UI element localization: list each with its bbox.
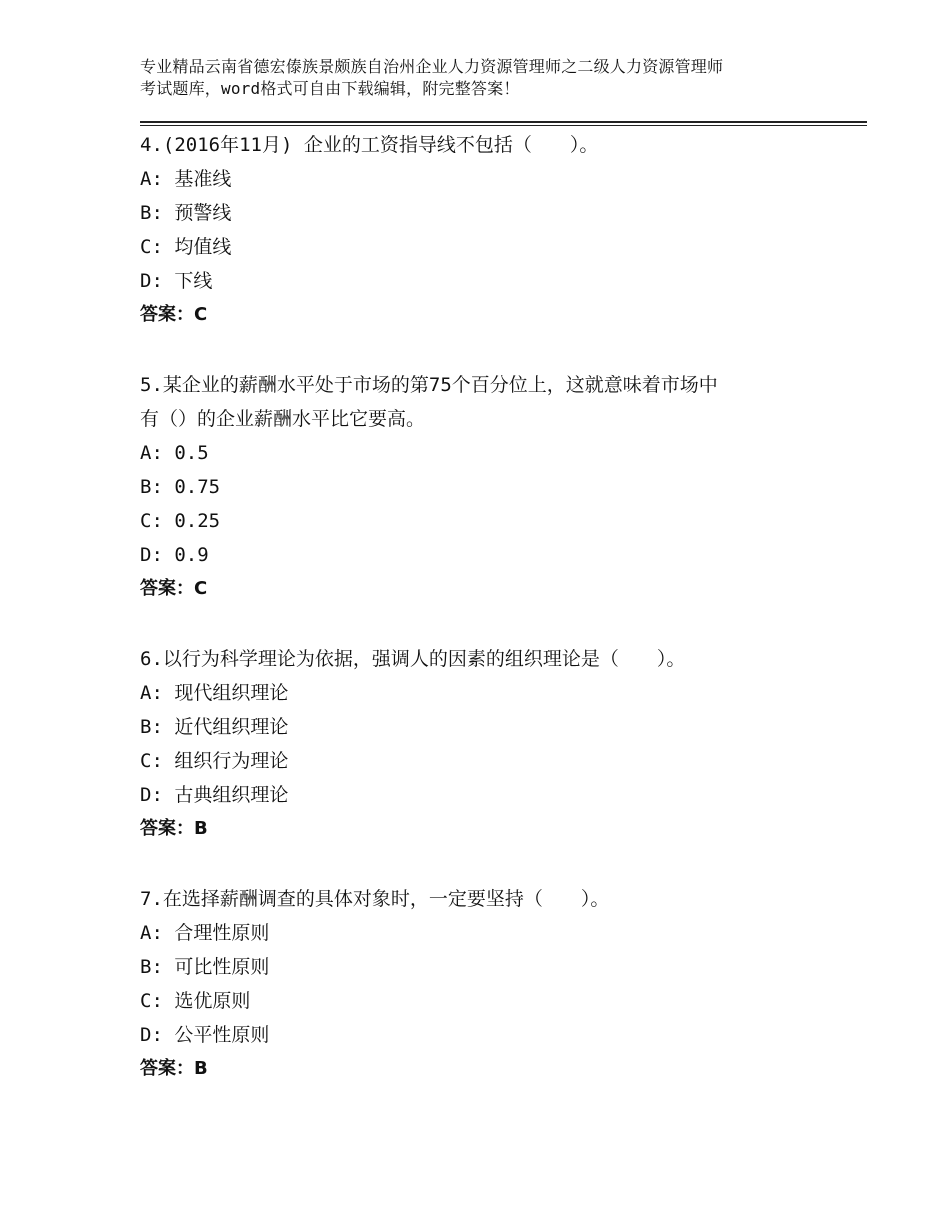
question-7 (140, 882, 840, 1086)
question-4 (140, 128, 840, 332)
answer: 答案：B (140, 818, 208, 839)
question-6 (140, 642, 840, 846)
option-a: A: 现代组织理论 (140, 682, 289, 704)
option-b: B: 预警线 (140, 202, 232, 224)
answer: 答案：C (140, 304, 208, 325)
option-c: C: 均值线 (140, 236, 232, 258)
option-d: D: 古典组织理论 (140, 784, 289, 806)
header-rule-thin (140, 125, 867, 126)
question-5 (140, 368, 840, 606)
option-c: C: 选优原则 (140, 990, 251, 1012)
question-text: 7.在选择薪酬调查的具体对象时，一定要坚持（ ）。 (140, 888, 610, 910)
option-a: A: 基准线 (140, 168, 232, 190)
answer: 答案：C (140, 578, 208, 599)
option-a: A: 合理性原则 (140, 922, 270, 944)
answer: 答案：B (140, 1058, 208, 1079)
header-rule-thick (140, 121, 867, 123)
option-b: B: 0.75 (140, 476, 221, 498)
option-d: D: 下线 (140, 270, 213, 292)
option-b: B: 近代组织理论 (140, 716, 289, 738)
option-c: C: 0.25 (140, 510, 221, 532)
option-a: A: 0.5 (140, 442, 209, 464)
option-b: B: 可比性原则 (140, 956, 270, 978)
option-d: D: 公平性原则 (140, 1024, 270, 1046)
question-text: 4.(2016年11月) 企业的工资指导线不包括（ ）。 (140, 134, 599, 156)
question-text-line-2: 有（）的企业薪酬水平比它要高。 (140, 408, 426, 430)
question-text: 6.以行为科学理论为依据，强调人的因素的组织理论是（ ）。 (140, 648, 686, 670)
question-list (140, 128, 840, 1122)
option-c: C: 组织行为理论 (140, 750, 289, 772)
option-d: D: 0.9 (140, 544, 209, 566)
header-line-1: 专业精品云南省德宏傣族景颇族自治州企业人力资源管理师之二级人力资源管理师 (140, 57, 724, 76)
question-text-line-1: 5.某企业的薪酬水平处于市场的第75个百分位上，这就意味着市场中 (140, 374, 718, 396)
document-header (140, 56, 840, 100)
header-line-2: 考试题库，word格式可自由下载编辑，附完整答案！ (140, 79, 520, 98)
